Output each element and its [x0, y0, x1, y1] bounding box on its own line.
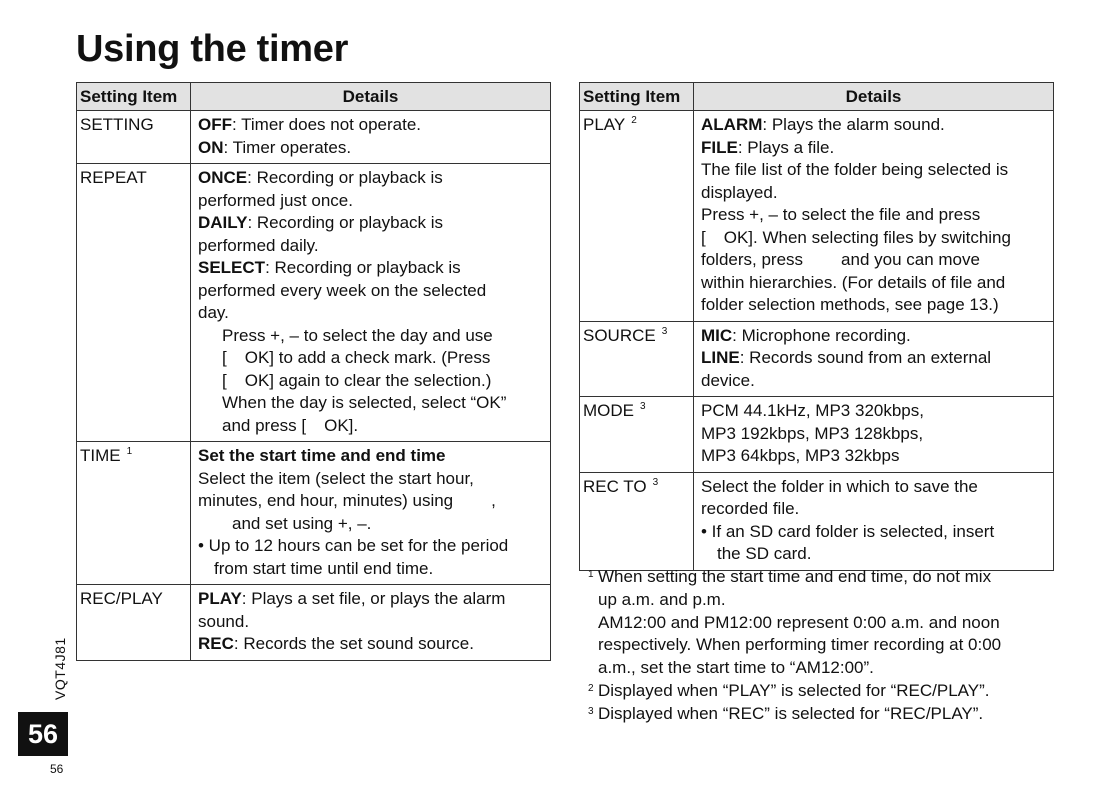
footnote-3: 3 Displayed when “REC” is selected for “REC/PLAY”.	[588, 703, 984, 723]
header-setting-item: Setting Item	[580, 83, 694, 111]
document-code: VQT4J81	[52, 637, 68, 700]
item-recplay: REC/PLAY	[77, 585, 191, 661]
page-number: 56	[50, 762, 64, 776]
table-header-row	[77, 83, 551, 111]
table-row-repeat	[77, 164, 551, 442]
table-row-source	[580, 321, 1054, 397]
settings-table-left	[76, 82, 551, 661]
table-row-play	[580, 111, 1054, 322]
details-setting: OFF: Timer does not operate. ON: Timer operates.	[191, 111, 551, 164]
table-row-setting	[77, 111, 551, 164]
footnote-1: 1 When setting the start time and end time, do not mix up a.m. and p.m. AM12:00 and PM12:00 represent 0:00 a.m. and noon respectively. When performing timer recording at 0:00 a.m., set the start time to “AM12:00”.	[588, 567, 1002, 678]
details-source: MIC: Microphone recording. LINE: Records sound from an external device.	[694, 321, 1054, 397]
table-row-recto	[580, 472, 1054, 570]
item-setting: SETTING	[77, 111, 191, 164]
table-row-time	[77, 442, 551, 585]
details-repeat: ONCE: Recording or playback is performed just once. DAILY: Recording or playback is performed daily. SELECT: Recording or playback is performed every week on the selected day. Press +, – to select the day and use [ OK] to add a check mark. (Press [ OK] again to clear the selection.) When the day is selected, select “OK” and press [ OK].	[191, 164, 551, 442]
item-source: SOURCE $^3$	[580, 321, 694, 397]
details-play: ALARM: Plays the alarm sound. FILE: Plays a file. The file list of the folder being selected is displayed. Press +, – to select the file and press [ OK]. When selecting files by switching folders, press and you can move within hierarchies. (For details of file and folder selection methods, see page 13.)	[694, 111, 1054, 322]
page-title: Using the timer	[76, 28, 349, 70]
header-details: Details	[694, 83, 1054, 111]
item-repeat: REPEAT	[77, 164, 191, 442]
page-number-badge: 56	[18, 712, 68, 756]
details-recplay: PLAY: Plays a set file, or plays the alarm sound. REC: Records the set sound source.	[191, 585, 551, 661]
settings-table-right	[579, 82, 1054, 571]
item-recto: REC TO $^3$	[580, 472, 694, 570]
details-recto: Select the folder in which to save the recorded file. • If an SD card folder is selected, insert the SD card.	[694, 472, 1054, 570]
details-time: Set the start time and end time Select the item (select the start hour, minutes, end hour, minutes) using , and set using +, –. • Up to 12 hours can be set for the period from start time until end time.	[191, 442, 551, 585]
header-setting-item: Setting Item	[77, 83, 191, 111]
item-play: PLAY $^2$	[580, 111, 694, 322]
table-row-mode	[580, 397, 1054, 473]
item-time: TIME $^1$	[77, 442, 191, 585]
header-details: Details	[191, 83, 551, 111]
table-header-row	[580, 83, 1054, 111]
footnote-2: 2 Displayed when “PLAY” is selected for “REC/PLAY”.	[588, 680, 990, 700]
item-mode: MODE $^3$	[580, 397, 694, 473]
footnotes	[588, 566, 1058, 726]
table-row-recplay	[77, 585, 551, 661]
details-mode: PCM 44.1kHz, MP3 320kbps, MP3 192kbps, MP3 128kbps, MP3 64kbps, MP3 32kbps	[694, 397, 1054, 473]
